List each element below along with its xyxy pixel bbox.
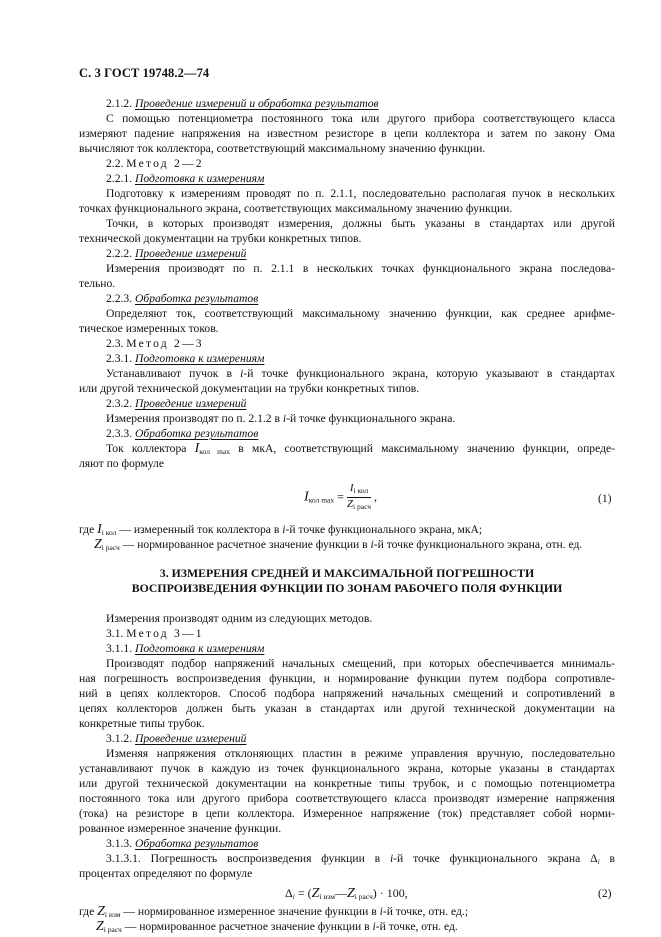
method-heading-3-1: 3.1. Метод 3—1 bbox=[106, 627, 204, 640]
where-line: где $Z_{i изм}$ — нормированное измеренное значение функции в i-й точке, отн. ед.; bbox=[79, 904, 469, 919]
where-line: $Z_{i расч}$ — нормированное расчетное значение функции в i-й точке функционального экрана, отн. ед. bbox=[94, 537, 583, 552]
paragraph-line: Измерения производят по п. 2.1.2 в i-й точке функционального экрана. bbox=[106, 412, 456, 425]
where-line: $Z_{i расч}$ — нормированное расчетное значение функции в i-й точке, отн. ед. bbox=[96, 919, 458, 934]
paragraph-line: Измерения производят одним из следующих методов. bbox=[106, 612, 373, 625]
paragraph-line: постоянного тока или другого прибора соответствующего класса производят измерение напряжения bbox=[79, 792, 615, 805]
paragraph-line: тельно. bbox=[79, 277, 116, 290]
paragraph-line: технической документации на трубки конкретных типов. bbox=[79, 232, 362, 245]
formula-2: $\Delta_i$ = $(Z_{i изм}—Z_{i расч}) \cdot 100$, bbox=[285, 886, 408, 901]
paragraph-line: С помощью потенциометра постоянного тока или другого прибора соответствующего класса bbox=[106, 112, 615, 125]
paragraph-line: точках функционального экрана, соответствующих максимальному значению функции. bbox=[79, 202, 513, 215]
paragraph-line: Устанавливают пучок в i-й точке функционального экрана, которую указывают в стандартах bbox=[106, 367, 615, 380]
paragraph-line: 3.1.3.1. Погрешность воспроизведения функции в i-й точке функционального экрана $\Delta_i$ в bbox=[106, 852, 615, 866]
paragraph-line: процентах определяют по формуле bbox=[79, 867, 253, 880]
paragraph-line: Изменяя напряжения отклоняющих пластин в режиме управления вручную, последовательно bbox=[106, 747, 615, 760]
paragraph-line: конкретные типы трубок. bbox=[79, 717, 205, 730]
paragraph-line: (тока) на резисторе в цепи коллектора. Измеренное напряжение (ток) представляет собой норми- bbox=[79, 807, 615, 820]
paragraph-line: тическое измеренных токов. bbox=[79, 322, 219, 335]
subsection-heading-2-2-3: 2.2.3. Обработка результатов bbox=[106, 292, 259, 305]
paragraph-line: Подготовку к измерениям проводят по п. 2.1.1, последовательно располагая пучок в нескольких bbox=[106, 187, 615, 200]
paragraph-line: ная погрешность воспроизведения функции, и нормирование функции путем подбора сопротивле- bbox=[79, 672, 615, 685]
equation-number-2: (2) bbox=[598, 887, 612, 900]
paragraph-line: Точки, в которых производят измерения, должны быть указаны в стандартах или другой bbox=[106, 217, 615, 230]
paragraph-line: или другой технической документации на конкретные типы трубок, и с помощью потенциометра bbox=[79, 777, 615, 790]
paragraph-line: Ток коллектора $I_{кол max}$ в мкА, соответствующий максимальному значению функции, опреде- bbox=[106, 441, 616, 456]
paragraph-line: цепях коллекторов должен быть указан в стандартах или другой технической документации на bbox=[79, 702, 615, 715]
fraction: $\frac{I_{i кол}}{Z_{i расч}}$ bbox=[346, 482, 372, 511]
subsection-heading-3-1-2: 3.1.2. Проведение измерений bbox=[106, 732, 247, 745]
subsection-heading-3-1-1: 3.1.1. Подготовка к измерениям bbox=[106, 642, 265, 655]
paragraph-line: измеряют падение напряжения на известном резисторе в цепи коллектора и затем по закону Ома bbox=[79, 127, 615, 140]
subsection-heading-2-2-1: 2.2.1. Подготовка к измерениям bbox=[106, 172, 265, 185]
where-line: где $I_{i кол}$ — измеренный ток коллектора в i-й точке функционального экрана, мкА; bbox=[79, 522, 483, 537]
paragraph-line: Определяют ток, соответствующий максимальному значению функции, как среднее арифме- bbox=[106, 307, 615, 320]
paragraph-line: Измерения производят по п. 2.1.1 в нескольких точках функционального экрана последова- bbox=[106, 262, 615, 275]
formula-1: $I_{кол max}$ = $\frac{I_{i кол}}{Z_{i расч}}$ , bbox=[304, 482, 378, 511]
paragraph-line: Производят подбор напряжений начальных смещений, при которых обеспечивается минималь- bbox=[106, 657, 615, 670]
subsection-heading-2-3-2: 2.3.2. Проведение измерений bbox=[106, 397, 247, 410]
subsection-heading-2-2-2: 2.2.2. Проведение измерений bbox=[106, 247, 247, 260]
paragraph-line: или другой технической документации на трубки конкретных типов. bbox=[79, 382, 420, 395]
subsection-heading-3-1-3: 3.1.3. Обработка результатов bbox=[106, 837, 259, 850]
subsection-heading-2-1-2: 2.1.2. Проведение измерений и обработка результатов bbox=[106, 97, 379, 110]
paragraph-line: вычисляют ток коллектора, соответствующий максимальному значению функции. bbox=[79, 142, 486, 155]
method-heading-2-2: 2.2. Метод 2—2 bbox=[106, 157, 204, 170]
paragraph-line: рованное измеренное значение функции. bbox=[79, 822, 282, 835]
paragraph-line: ний в цепях коллекторов. Способ подбора напряжений начальных смещений и сопротивлений в bbox=[79, 687, 615, 700]
section-title-line: ВОСПРОИЗВЕДЕНИЯ ФУНКЦИИ ПО ЗОНАМ РАБОЧЕГО ПОЛЯ ФУНКЦИИ bbox=[131, 581, 563, 595]
section-title-line: 3. ИЗМЕРЕНИЯ СРЕДНЕЙ И МАКСИМАЛЬНОЙ ПОГРЕШНОСТИ bbox=[159, 566, 535, 580]
page-header: С. 3 ГОСТ 19748.2—74 bbox=[79, 66, 210, 80]
paragraph-line: устанавливают пучок в каждую из точек функционального экрана, которые указаны в стандартах bbox=[79, 762, 615, 775]
paragraph-line: ляют по формуле bbox=[79, 457, 164, 470]
method-heading-2-3: 2.3. Метод 2—3 bbox=[106, 337, 204, 350]
subsection-heading-2-3-1: 2.3.1. Подготовка к измерениям bbox=[106, 352, 265, 365]
equation-number-1: (1) bbox=[598, 492, 612, 505]
subsection-heading-2-3-3: 2.3.3. Обработка результатов bbox=[106, 427, 259, 440]
